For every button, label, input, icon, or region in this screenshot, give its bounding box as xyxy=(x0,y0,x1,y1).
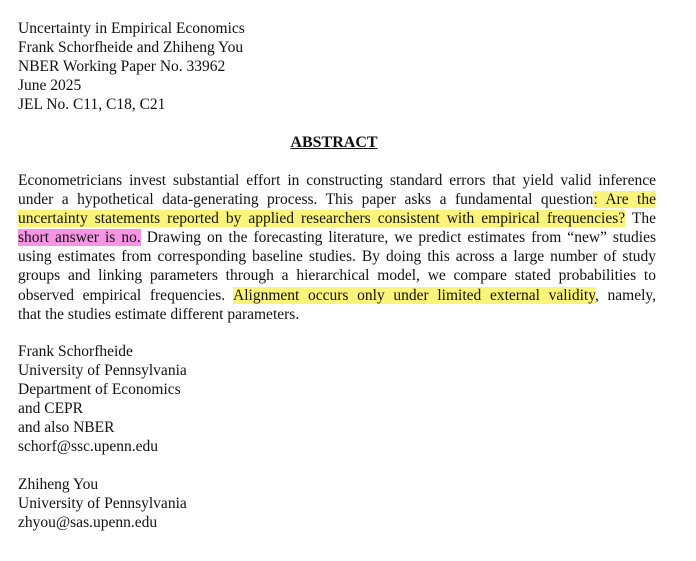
author-email: schorf@ssc.upenn.edu xyxy=(18,438,158,456)
highlight-yellow: uncertainty statements reported by applied researchers consistent with empirical frequencies? xyxy=(18,210,626,228)
author-name: Zhiheng You xyxy=(18,476,99,493)
author-department: Department of Economics xyxy=(18,381,181,399)
author-affiliation: and CEPR xyxy=(18,400,84,418)
highlight-pink: short answer is no. xyxy=(18,229,141,247)
author-block-you xyxy=(18,475,187,532)
abstract-body xyxy=(18,171,656,324)
paper-authors: Frank Schorfheide and Zhiheng You xyxy=(18,39,244,57)
highlight-yellow: : Are the xyxy=(593,191,656,209)
paper-jel: JEL No. C11, C18, C21 xyxy=(18,96,166,114)
author-affiliation: University of Pennsylvania xyxy=(18,495,187,513)
paper-title: Uncertainty in Empirical Economics xyxy=(18,20,245,37)
author-block-schorfheide xyxy=(18,342,187,457)
author-affiliation: and also NBER xyxy=(18,419,115,437)
paper-header xyxy=(18,19,245,114)
abstract-line: using estimates from corresponding baseline studies. By doing this across a large number of study xyxy=(18,248,656,266)
abstract-line: groups and linking parameters through a hierarchical model, we compare stated probabilities to xyxy=(18,267,656,285)
author-email: zhyou@sas.upenn.edu xyxy=(18,514,158,532)
abstract-line: uncertainty statements reported by applied researchers consistent with empirical frequencies? The xyxy=(18,210,656,228)
abstract-line: that the studies estimate different parameters. xyxy=(18,305,300,323)
abstract-line: short answer is no. Drawing on the forecasting literature, we predict estimates from “new” studies xyxy=(18,229,656,247)
author-affiliation: University of Pennsylvania xyxy=(18,362,187,380)
paper-series: NBER Working Paper No. 33962 xyxy=(18,58,226,76)
abstract-line: observed empirical frequencies. Alignment occurs only under limited external validity, namely, xyxy=(18,286,656,304)
highlight-yellow: Alignment occurs only under limited external validity xyxy=(233,286,595,304)
abstract-heading: ABSTRACT xyxy=(290,134,378,151)
author-name: Frank Schorfheide xyxy=(18,343,133,360)
abstract-line: Econometricians invest substantial effort in constructing standard errors that yield valid inference xyxy=(18,172,656,189)
abstract-line: under a hypothetical data-generating process. This paper asks a fundamental question: Are the xyxy=(18,191,656,209)
paper-date: June 2025 xyxy=(18,77,82,95)
